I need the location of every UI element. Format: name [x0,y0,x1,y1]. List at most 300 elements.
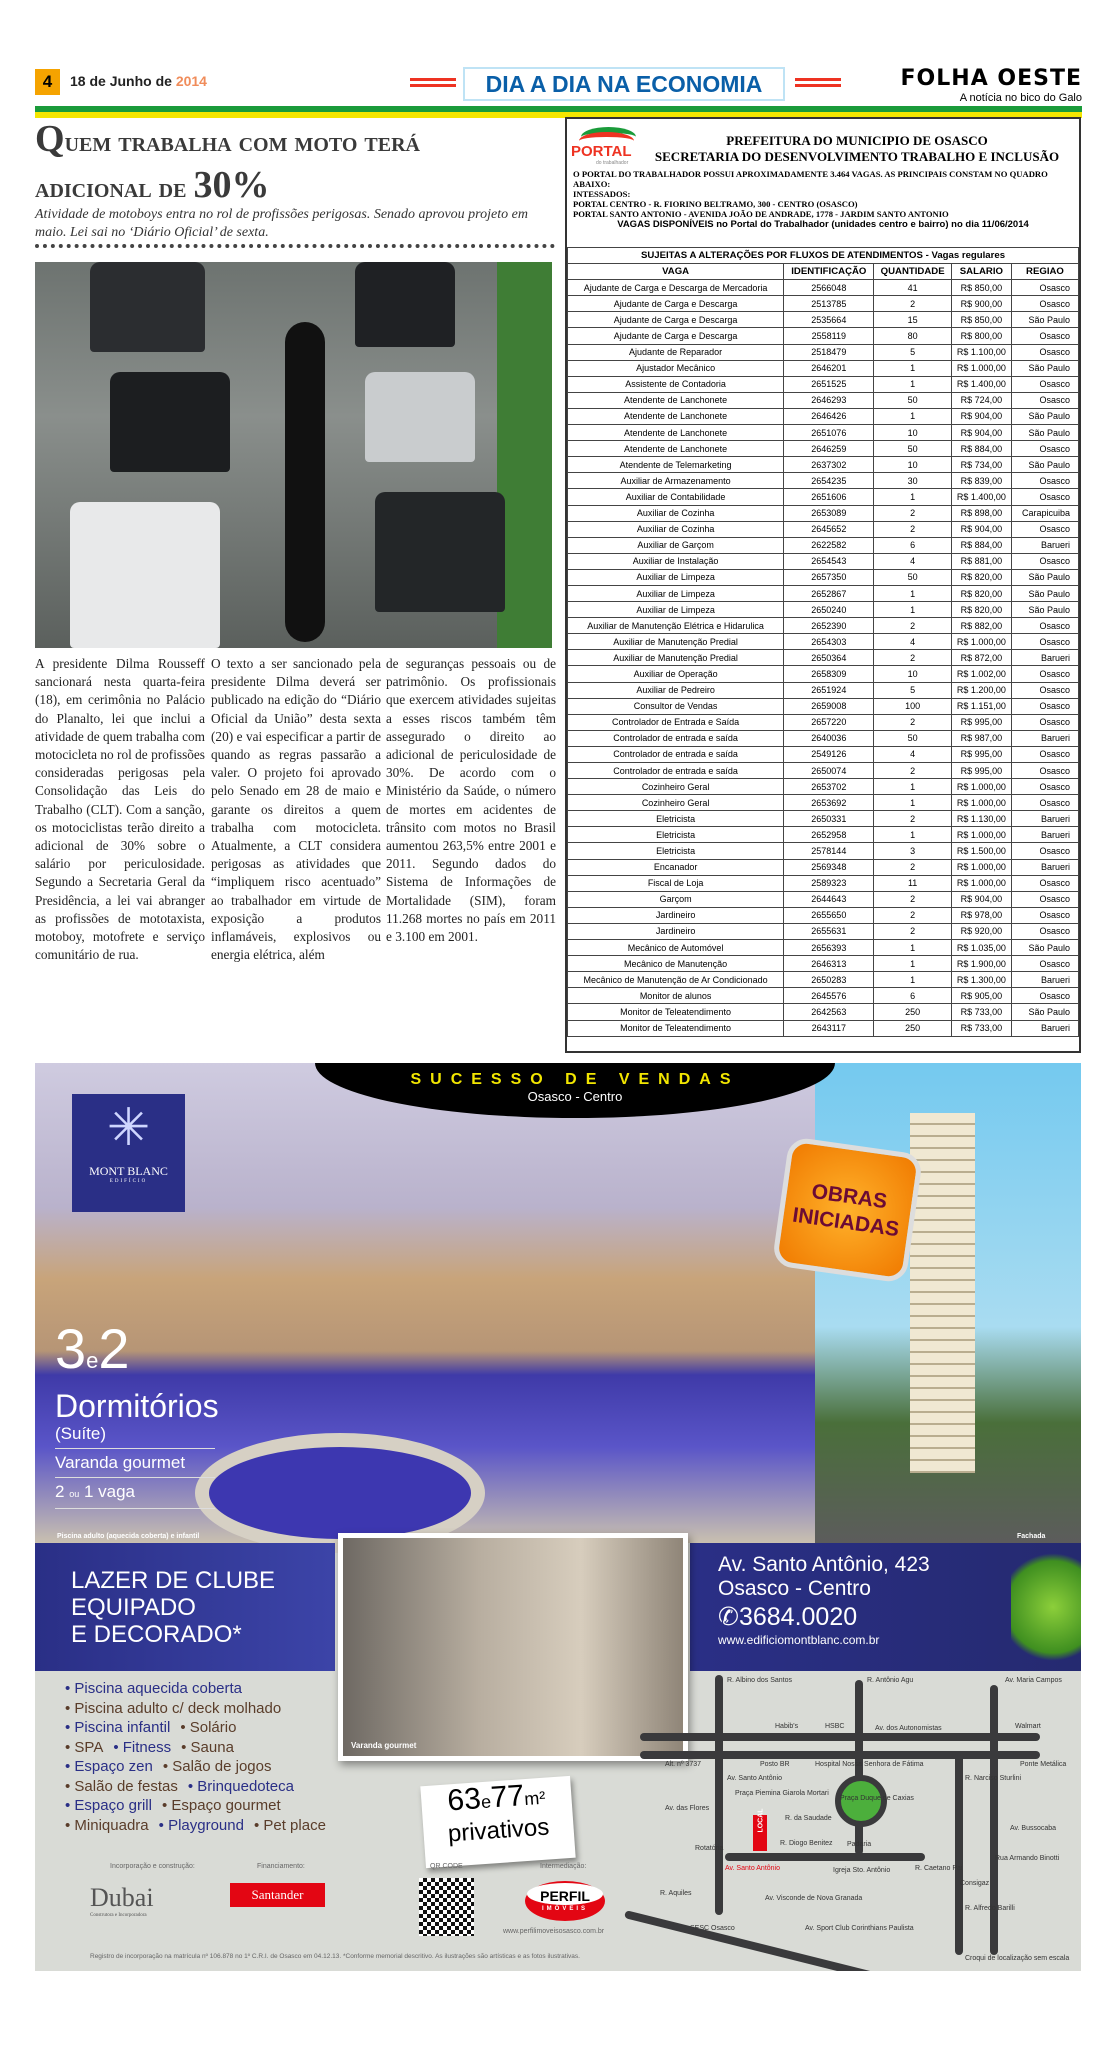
cell-vaga: Atendente de Telemarketing [568,457,784,473]
cell-quantidade: 2 [874,296,951,312]
cell-identificacao: 2622582 [784,537,874,553]
job-vacancies-table [567,247,1079,1037]
cell-salario: R$ 850,00 [951,280,1011,296]
cell-identificacao: 2637302 [784,457,874,473]
map-label: R. Narciso Sturlini [965,1775,1022,1782]
cell-vaga: Ajudante de Reparador [568,344,784,360]
amenity-item [113,1739,171,1756]
bullet-icon: • [187,1777,198,1795]
cell-quantidade: 4 [874,634,951,650]
cell-quantidade: 2 [874,763,951,779]
dotted-divider [35,244,555,248]
cell-quantidade: 1 [874,408,951,424]
map-label: Igreja Sto. Antônio [833,1867,891,1874]
qr-label: QR CODE [430,1863,463,1870]
headline-line2: adicional de [35,173,194,204]
cell-quantidade: 2 [874,923,951,939]
note-line: PORTAL SANTO ANTONIO - AVENIDA JOÃO DE ANDRADE, 1778 - JARDIM SANTO ANTONIO [573,209,949,219]
cell-salario: R$ 820,00 [951,569,1011,585]
cell-vaga: Consultor de Vendas [568,698,784,714]
amenity-item [188,1778,294,1795]
cell-quantidade: 10 [874,666,951,682]
headline-number: 30% [193,164,270,206]
badge-line2: INICIADAS [791,1203,901,1242]
cell-salario: R$ 995,00 [951,763,1011,779]
rooms-info [55,1317,219,1512]
map-label: R. Alfredo Barilli [965,1905,1015,1912]
parking-b: 1 vaga [83,1482,135,1501]
cell-salario: R$ 900,00 [951,296,1011,312]
cell-vaga: Auxiliar de Limpeza [568,569,784,585]
vagas-title: VAGAS DISPONÍVEIS no Portal do Trabalhador (unidades centro e bairro) no dia 11/06/2014 [617,219,1029,230]
qr-code[interactable] [419,1878,474,1936]
cell-regiao: Barueri [1011,972,1078,988]
cell-identificacao: 2659008 [784,698,874,714]
table-row [568,602,1079,618]
cell-quantidade: 50 [874,441,951,457]
cell-regiao: Osasco [1011,682,1078,698]
amenity-label: SPA [74,1738,104,1756]
cell-salario: R$ 1.000,00 [951,634,1011,650]
cell-salario: R$ 1.000,00 [951,779,1011,795]
cell-identificacao: 2657350 [784,569,874,585]
table-row [568,521,1079,537]
amenity-item [65,1778,178,1795]
cell-quantidade: 2 [874,714,951,730]
table-row [568,1020,1079,1036]
badge-line1: OBRAS [810,1179,889,1214]
cell-vaga: Monitor de alunos [568,988,784,1004]
cell-identificacao: 2652958 [784,827,874,843]
cell-quantidade: 250 [874,1020,951,1036]
table-row [568,730,1079,746]
cell-regiao: Osasco [1011,698,1078,714]
amenity-item [159,1817,244,1834]
map-label: R. Diogo Benitez [780,1840,833,1847]
cell-identificacao: 2653089 [784,505,874,521]
cell-quantidade: 6 [874,988,951,1004]
table-row [568,360,1079,376]
cell-vaga: Atendente de Lanchonete [568,441,784,457]
intermediation-label: Intermediação: [540,1863,587,1870]
area-a: 63 [446,1782,482,1818]
cell-identificacao: 2646313 [784,956,874,972]
cell-salario: R$ 1.100,00 [951,344,1011,360]
cell-regiao: Osasco [1011,441,1078,457]
amenity-label: Salão de jogos [172,1758,272,1775]
cell-quantidade: 250 [874,1004,951,1020]
cell-quantidade: 100 [874,698,951,714]
cell-identificacao: 2655631 [784,923,874,939]
newspaper-tagline: A notícia no bico do Galo [959,92,1082,104]
amenity-label: Fitness [122,1738,172,1756]
amenity-label: Sauna [190,1738,234,1756]
rooms-e: e [86,1348,99,1373]
column-header: SALARIO [951,264,1011,280]
cell-regiao: Osasco [1011,843,1078,859]
map-label: Av. das Flores [665,1805,710,1812]
cell-quantidade: 10 [874,425,951,441]
cell-vaga: Controlador de entrada e saída [568,746,784,762]
cell-regiao: São Paulo [1011,1004,1078,1020]
cell-quantidade: 2 [874,618,951,634]
perfil-website[interactable]: www.perfilimoveisosasco.com.br [503,1928,605,1935]
rooms-label: Dormitórios [55,1388,219,1424]
area-card [420,1776,575,1868]
cell-regiao: Osasco [1011,473,1078,489]
amenity-label: Piscina adulto c/ deck molhado [74,1699,282,1717]
map-label: Hospital Nossa Senhora de Fátima [815,1761,924,1768]
cell-quantidade: 2 [874,859,951,875]
table-subject: SUJEITAS A ALTERAÇÕES POR FLUXOS DE ATENDIMENTOS - Vagas regulares [568,248,1079,264]
amenities-row [65,1796,336,1816]
varanda-caption: Varanda gourmet [351,1741,417,1750]
cell-identificacao: 2535664 [784,312,874,328]
cell-vaga: Eletricista [568,811,784,827]
cell-regiao: Barueri [1011,730,1078,746]
table-row [568,972,1079,988]
cell-regiao: São Paulo [1011,425,1078,441]
cell-vaga: Ajudante de Carga e Descarga [568,296,784,312]
amenity-label: Piscina aquecida coberta [74,1680,243,1697]
cell-vaga: Atendente de Lanchonete [568,392,784,408]
cell-identificacao: 2652390 [784,618,874,634]
amenity-item [65,1719,170,1736]
pool-caption: Piscina adulto (aquecida coberta) e infantil [57,1533,200,1540]
lazer-panel [35,1543,335,1671]
cell-regiao: São Paulo [1011,408,1078,424]
cell-vaga: Garçom [568,891,784,907]
cell-quantidade: 1 [874,779,951,795]
cell-vaga: Auxiliar de Cozinha [568,521,784,537]
dubai-sub: Construtora e Incorporadora [90,1913,147,1918]
cell-regiao: Osasco [1011,280,1078,296]
cell-identificacao: 2651606 [784,489,874,505]
cell-regiao: São Paulo [1011,940,1078,956]
facade-caption: Fachada [1017,1533,1046,1540]
amenity-label: Espaço zen [74,1758,153,1775]
amenity-item [65,1797,152,1814]
cell-quantidade: 1 [874,489,951,505]
table-row [568,312,1079,328]
website-link[interactable]: www.edificiomontblanc.com.br [718,1633,880,1647]
cell-regiao: São Paulo [1011,602,1078,618]
table-row [568,473,1079,489]
note-line: O PORTAL DO TRABALHADOR POSSUI APROXIMADAMENTE 3.464 VAGAS. AS PRINCIPAIS CONSTAM NO QUADRO ABAIXO: [573,169,1048,189]
article-subtitle: Atividade de motoboys entra no rol de profissões perigosas. Senado aprovou projeto em maio. Lei sai no ‘Diário Oficial’ de sexta. [35,207,528,240]
issue-date [70,73,207,89]
map-label: R. Aquiles [660,1890,692,1897]
address-line2: Osasco - Centro [718,1577,871,1600]
map-label: Av. Maria Campos [1005,1677,1062,1684]
cell-salario: R$ 881,00 [951,553,1011,569]
amenity-label: Espaço gourmet [171,1797,281,1814]
map-label: Praça Piemina Giarola Mortari [735,1790,829,1797]
column-header: VAGA [568,264,784,280]
amenity-item [65,1739,103,1756]
cell-salario: R$ 1.400,00 [951,376,1011,392]
perfil-sub: IMÓVEIS [541,1906,588,1912]
title-line1: PREFEITURA DO MUNICIPIO DE OSASCO [726,133,988,148]
cell-salario: R$ 884,00 [951,537,1011,553]
cell-vaga: Ajudante de Carga e Descarga de Mercadoria [568,280,784,296]
area-label: privativos [447,1813,551,1848]
cell-vaga: Auxiliar de Manutenção Elétrica e Hidarulica [568,618,784,634]
cell-salario: R$ 1.500,00 [951,843,1011,859]
cell-salario: R$ 839,00 [951,473,1011,489]
date-prefix: 18 de Junho de [70,73,176,89]
cell-identificacao: 2651525 [784,376,874,392]
location-map [635,1675,1081,1971]
cell-identificacao: 2646259 [784,441,874,457]
amenity-item [65,1817,149,1834]
amenity-item [65,1680,242,1697]
cell-regiao: Osasco [1011,988,1078,1004]
phone-number: 3684.0020 [738,1603,858,1631]
cell-regiao: Carapicuiba [1011,505,1078,521]
amenity-item [162,1797,281,1814]
cell-identificacao: 2654543 [784,553,874,569]
amenities-row [65,1777,336,1797]
amenity-label: Piscina infantil [74,1719,171,1736]
cell-identificacao: 2652867 [784,585,874,601]
cell-vaga: Auxiliar de Instalação [568,553,784,569]
cell-salario: R$ 987,00 [951,730,1011,746]
cell-vaga: Controlador de entrada e saída [568,763,784,779]
cell-identificacao: 2646201 [784,360,874,376]
note-line: PORTAL CENTRO - R. FIORINO BELTRAMO, 300 - CENTRO (OSASCO) [573,199,858,209]
cell-regiao: Osasco [1011,296,1078,312]
cell-salario: R$ 1.000,00 [951,827,1011,843]
cell-salario: R$ 995,00 [951,746,1011,762]
cell-vaga: Ajustador Mecânico [568,360,784,376]
cell-salario: R$ 882,00 [951,618,1011,634]
cell-vaga: Auxiliar de Limpeza [568,602,784,618]
map-label: Posto BR [760,1761,790,1768]
cell-vaga: Ajudante de Carga e Descarga [568,312,784,328]
cell-salario: R$ 884,00 [951,441,1011,457]
cell-identificacao: 2651924 [784,682,874,698]
cell-vaga: Auxiliar de Limpeza [568,585,784,601]
table-row [568,457,1079,473]
amenity-item [180,1719,236,1736]
section-rule-left [410,78,456,87]
article-headline [35,118,420,210]
cell-identificacao: 2513785 [784,296,874,312]
map-label: Av. dos Autonomistas [875,1725,942,1732]
cell-vaga: Auxiliar de Manutenção Predial [568,634,784,650]
incorp-label: Incorporação e construção: [110,1863,195,1870]
cell-vaga: Assistente de Contadoria [568,376,784,392]
amenity-label: Miniquadra [74,1816,149,1834]
job-vacancies-box [565,117,1081,1053]
bullet-icon: • [181,1738,191,1756]
table-row [568,907,1079,923]
table-row [568,392,1079,408]
cell-salario: R$ 872,00 [951,650,1011,666]
table-row [568,795,1079,811]
cell-regiao: Osasco [1011,907,1078,923]
note-line: INTESSADOS: [573,189,631,199]
cell-vaga: Monitor de Teleatendimento [568,1004,784,1020]
lazer-line2: EQUIPADO [71,1594,196,1621]
table-row [568,650,1079,666]
table-row [568,344,1079,360]
table-row [568,827,1079,843]
cell-vaga: Cozinheiro Geral [568,795,784,811]
cell-regiao: Osasco [1011,875,1078,891]
cell-identificacao: 2569348 [784,859,874,875]
cell-salario: R$ 800,00 [951,328,1011,344]
cell-vaga: Ajudante de Carga e Descarga [568,328,784,344]
cell-regiao: Osasco [1011,923,1078,939]
amenity-item [254,1817,326,1834]
table-row [568,553,1079,569]
cell-identificacao: 2654235 [784,473,874,489]
cell-regiao: São Paulo [1011,312,1078,328]
table-row [568,537,1079,553]
table-row [568,956,1079,972]
table-row [568,328,1079,344]
article-column-3: de seguranças pessoais ou de patrimônio. Os profissionais que exercem atividades sujeitas a esses riscos também têm assegurado o direito ao adicional de periculosidade de 30%. De acordo com o Ministério da Saúde, o número de mortes em acidentes de trânsito com motos no Brasil aumentou 263,5% entre 2001 e 2011. Segundo dados do Sistema de Informações de Mortalidade (SIM), foram 11.268 mortes no país em 2011 e 3.100 em 2001. [386,656,556,945]
cell-identificacao: 2650074 [784,763,874,779]
column-header: IDENTIFICAÇÃO [784,264,874,280]
table-header-row [568,264,1079,280]
cell-quantidade: 5 [874,344,951,360]
cell-quantidade: 3 [874,843,951,859]
bullet-icon: • [65,1738,75,1756]
amenity-item [65,1758,153,1775]
banner-headline: SUCESSO DE VENDAS [410,1071,740,1088]
cell-salario: R$ 733,00 [951,1004,1011,1020]
map-label: Croqui de localização sem escala [965,1955,1070,1962]
cell-quantidade: 2 [874,891,951,907]
cell-identificacao: 2645576 [784,988,874,1004]
cell-quantidade: 2 [874,811,951,827]
cell-identificacao: 2658309 [784,666,874,682]
cell-quantidade: 50 [874,392,951,408]
cell-identificacao: 2646426 [784,408,874,424]
mont-blanc-logo [72,1094,185,1212]
cell-identificacao: 2651076 [784,425,874,441]
cell-salario: R$ 724,00 [951,392,1011,408]
lazer-line1: LAZER DE CLUBE [71,1567,276,1594]
snowflake-icon: ✳ [106,1100,151,1157]
table-row [568,425,1079,441]
cell-vaga: Controlador de entrada e saída [568,730,784,746]
cell-quantidade: 50 [874,730,951,746]
cell-vaga: Controlador de Entrada e Saída [568,714,784,730]
cell-identificacao: 2643117 [784,1020,874,1036]
article-column-2: O texto a ser sancionado pela presidente Dilma deverá ser publicado na edição do “Diário Oficial da União” desta sexta (20) e vai especificar a partir de quando as regras passarão a valer. O projeto foi aprovado pelo Senado em 28 de maio e garante os direitos a quem trabalha com motocicleta. Atualmente, a CLT considera perigosas as atividades que “impliquem risco acentuado” ao trabalhador em virtude de exposição a produtos inflamáveis, explosivos ou energia elétrica, além [211,656,381,963]
map-label: Habib's [775,1723,799,1730]
cell-vaga: Mecânico de Automóvel [568,940,784,956]
bullet-icon: • [65,1758,75,1775]
cell-salario: R$ 1.000,00 [951,875,1011,891]
cell-regiao: Osasco [1011,489,1078,505]
cell-salario: R$ 1.300,00 [951,972,1011,988]
cell-quantidade: 1 [874,956,951,972]
map-label: Praça Duque de Caxias [840,1795,914,1802]
parking-label [55,1481,215,1509]
bullet-icon: • [162,1758,173,1775]
cell-identificacao: 2655650 [784,907,874,923]
cell-salario: R$ 978,00 [951,907,1011,923]
cell-regiao: Barueri [1011,537,1078,553]
cell-identificacao: 2642563 [784,1004,874,1020]
cell-identificacao: 2650331 [784,811,874,827]
cell-regiao: São Paulo [1011,457,1078,473]
table-row [568,763,1079,779]
title-line2: SECRETARIA DO DESENVOLVIMENTO TRABALHO E INCLUSÃO [654,149,1060,164]
cell-vaga: Encanador [568,859,784,875]
santander-logo: Santander [230,1883,325,1907]
cell-regiao: Osasco [1011,779,1078,795]
amenity-item [65,1700,281,1717]
map-label: R. Caetano Pai [915,1865,963,1872]
building-facade-render [815,1063,1081,1543]
portal-logo [571,127,641,167]
cell-vaga: Auxiliar de Pedreiro [568,682,784,698]
cell-vaga: Atendente de Lanchonete [568,425,784,441]
cell-regiao: Osasco [1011,956,1078,972]
portal-note [573,169,1078,219]
cell-salario: R$ 904,00 [951,521,1011,537]
cell-salario: R$ 1.000,00 [951,795,1011,811]
cell-quantidade: 15 [874,312,951,328]
contact-panel [690,1543,1081,1671]
amenity-label: Espaço grill [74,1797,152,1814]
cell-salario: R$ 1.035,00 [951,940,1011,956]
amenity-label: Solário [189,1719,237,1736]
table-row [568,811,1079,827]
cell-identificacao: 2644643 [784,891,874,907]
dubai-name: Dubai [90,1883,154,1912]
map-label: Consigaz [960,1880,990,1887]
table-row [568,923,1079,939]
bullet-icon: • [253,1816,264,1834]
cell-vaga: Auxiliar de Cozinha [568,505,784,521]
prefeitura-title [637,133,1077,165]
cell-regiao: Osasco [1011,521,1078,537]
cell-quantidade: 2 [874,650,951,666]
amenities-row [65,1718,336,1738]
cell-salario: R$ 1.000,00 [951,360,1011,376]
newspaper-logo: FOLHA OESTE [900,66,1082,91]
leaves-decoration [1011,1543,1081,1671]
table-row [568,585,1079,601]
cell-identificacao: 2549126 [784,746,874,762]
bullet-icon: • [113,1738,123,1756]
map-label: R. Antônio Agu [867,1677,914,1684]
cell-identificacao: 2656393 [784,940,874,956]
cell-salario: R$ 1.400,00 [951,489,1011,505]
cell-salario: R$ 904,00 [951,891,1011,907]
logo-sub: EDIFÍCIO [109,1179,148,1184]
map-label: Av. Santo Antônio [727,1775,783,1782]
bullet-icon: • [158,1816,169,1834]
article-column-1: A presidente Dilma Rousseff sancionará nesta quarta-feira (18), em cerimônia no Palácio do Planalto, lei que inclui a atividade de quem trabalha com motocicleta no rol de profissões consideradas perigosas pela Consolidação das Leis do Trabalho (CLT). Com a sanção, os motociclistas terão direito a adicional de 30% sobre o salário por periculosidade. Segundo a Secretaria Geral da Presidência, a lei vai abranger as profissões de mototaxista, motoboy, motofrete e serviço comunitário de rua. [35,656,205,963]
cell-regiao: São Paulo [1011,569,1078,585]
bullet-icon: • [65,1699,75,1717]
amenity-label: Brinquedoteca [197,1777,294,1795]
cell-identificacao: 2654303 [784,634,874,650]
cell-salario: R$ 733,00 [951,1020,1011,1036]
cell-salario: R$ 1.130,00 [951,811,1011,827]
cell-regiao: São Paulo [1011,585,1078,601]
table-row [568,940,1079,956]
amenity-item [163,1758,272,1775]
